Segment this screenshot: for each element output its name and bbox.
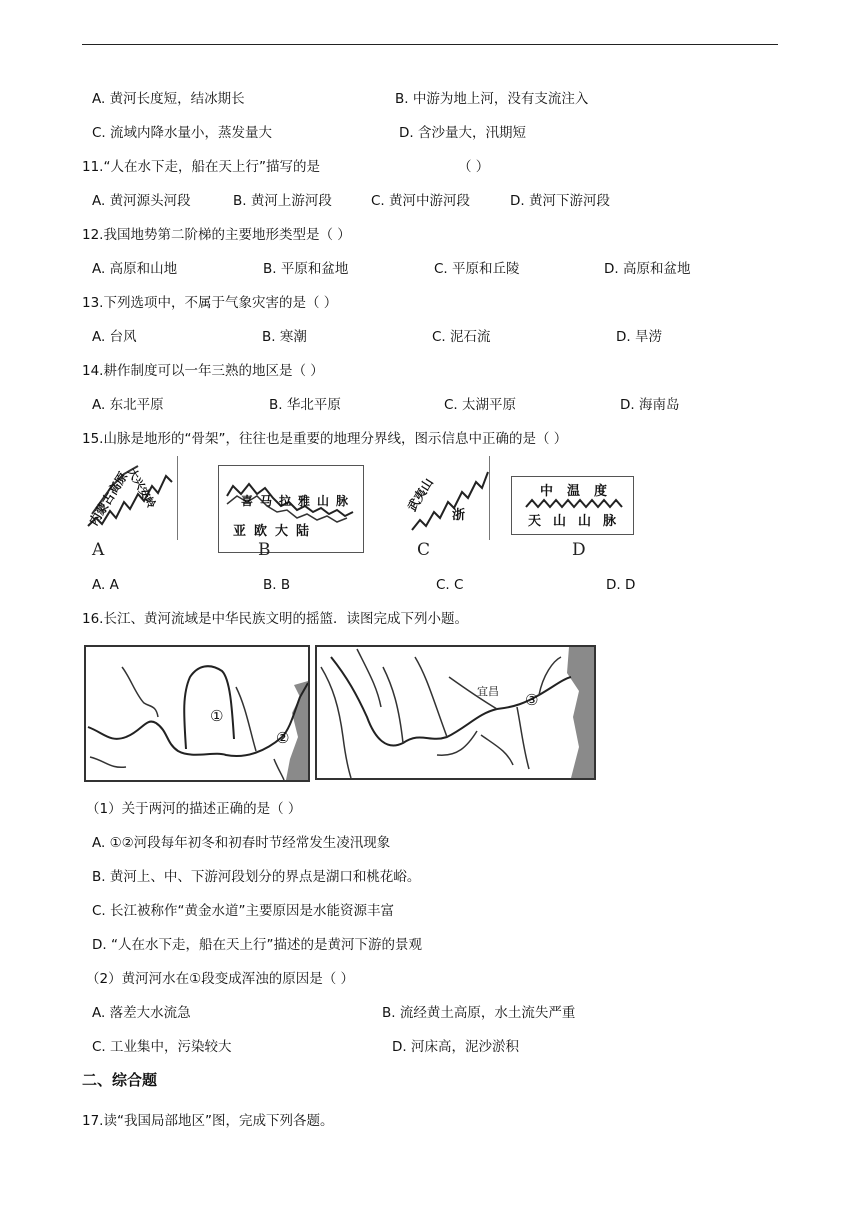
yangtze-river-map-lines <box>317 647 594 778</box>
map-marker-2: ② <box>276 729 290 747</box>
q15-option-d[interactable]: D. D <box>606 577 636 593</box>
q15-figure-label-c: C <box>417 540 431 560</box>
q12-option-a[interactable]: A. 高原和山地 <box>92 261 178 277</box>
q15-c-text-0: 武夷山 <box>404 475 436 514</box>
q12-option-d[interactable]: D. 高原和盆地 <box>604 261 691 277</box>
mountain-range-b-icon <box>219 466 363 552</box>
q10-option-a[interactable]: A. 黄河长度短，结冰期长 <box>92 91 245 107</box>
q16-sub1-stem: （1）关于两河的描述正确的是（ ） <box>86 801 302 817</box>
q16-sub2-option-b[interactable]: B. 流经黄土高原，水土流失严重 <box>382 1005 576 1021</box>
q15-figure-b <box>218 465 364 553</box>
q16-sub2-option-a[interactable]: A. 落差大水流急 <box>92 1005 191 1021</box>
q16-sub1-option-c[interactable]: C. 长江被称作“黄金水道”主要原因是水能资源丰富 <box>92 903 394 919</box>
q16-sub1-option-a[interactable]: A. ①②河段每年初冬和初春时节经常发生凌汛现象 <box>92 835 391 851</box>
q16-sub2-option-d[interactable]: D. 河床高，泥沙淤积 <box>392 1039 519 1055</box>
mountain-range-d-icon <box>512 497 633 511</box>
q11-option-c[interactable]: C. 黄河中游河段 <box>371 193 471 209</box>
q15-figure-c <box>402 456 492 540</box>
q17-stem: 17.读“我国局部地区”图，完成下列各题。 <box>82 1113 334 1129</box>
header-rule <box>82 44 778 45</box>
section-2-heading: 二、综合题 <box>82 1071 158 1089</box>
q13-option-b[interactable]: B. 寒潮 <box>262 329 307 345</box>
map-marker-1: ① <box>210 707 224 725</box>
q15-figure-label-b: B <box>258 540 271 560</box>
q13-option-c[interactable]: C. 泥石流 <box>432 329 491 345</box>
q16-sub1-option-d[interactable]: D. “人在水下走，船在天上行”描述的是黄河下游的景观 <box>92 937 422 953</box>
q14-option-b[interactable]: B. 华北平原 <box>269 397 341 413</box>
q16-sub2-stem: （2）黄河河水在①段变成浑浊的原因是（ ） <box>86 971 354 987</box>
q15-d-text-0: 中温度 <box>540 484 622 499</box>
q15-figure-label-d: D <box>572 540 586 560</box>
q15-figure-label-a: A <box>92 540 105 560</box>
q15-c-text-1: 浙 <box>452 508 466 523</box>
q15-a-text-1: 内蒙古高原 <box>86 469 131 528</box>
q15-option-a[interactable]: A. A <box>92 577 119 593</box>
yellow-river-map <box>84 645 310 782</box>
q15-d-text-1: 天山山脉 <box>528 514 629 529</box>
q15-b-text-1: 亚欧大陆 <box>233 524 318 539</box>
map-marker-yichang: 宜昌 <box>477 685 499 698</box>
q10-option-b[interactable]: B. 中游为地上河，没有支流注入 <box>395 91 589 107</box>
q12-option-b[interactable]: B. 平原和盆地 <box>263 261 349 277</box>
q11-option-d[interactable]: D. 黄河下游河段 <box>510 193 610 209</box>
q15-a-text-0: 大兴安岭 <box>124 465 159 511</box>
q16-sub2-option-c[interactable]: C. 工业集中，污染较大 <box>92 1039 232 1055</box>
q15-figure-a <box>82 456 180 540</box>
q10-option-c[interactable]: C. 流域内降水量小，蒸发量大 <box>92 125 273 141</box>
q14-option-a[interactable]: A. 东北平原 <box>92 397 164 413</box>
q11-stem: 11.“人在水下走，船在天上行”描写的是 <box>82 159 320 175</box>
q15-figure-d <box>511 476 634 535</box>
q11-option-b[interactable]: B. 黄河上游河段 <box>233 193 332 209</box>
q13-stem: 13.下列选项中，不属于气象灾害的是（ ） <box>82 295 338 311</box>
q11-option-a[interactable]: A. 黄河源头河段 <box>92 193 191 209</box>
q16-sub1-option-b[interactable]: B. 黄河上、中、下游河段划分的界点是湖口和桃花峪。 <box>92 869 421 885</box>
q14-stem: 14.耕作制度可以一年三熟的地区是（ ） <box>82 363 324 379</box>
q11-answer-paren: （ ） <box>458 159 490 175</box>
q10-option-d[interactable]: D. 含沙量大，汛期短 <box>399 125 526 141</box>
q15-b-text-0: 喜马拉雅山脉 <box>241 494 356 508</box>
yangtze-river-map <box>315 645 596 780</box>
map-marker-3: ③ <box>525 691 539 709</box>
q13-option-a[interactable]: A. 台风 <box>92 329 137 345</box>
q12-stem: 12.我国地势第二阶梯的主要地形类型是（ ） <box>82 227 351 243</box>
q12-option-c[interactable]: C. 平原和丘陵 <box>434 261 520 277</box>
q13-option-d[interactable]: D. 旱涝 <box>616 329 662 345</box>
yellow-river-map-lines <box>86 647 308 780</box>
q15-option-b[interactable]: B. B <box>263 577 291 593</box>
q15-option-c[interactable]: C. C <box>436 577 464 593</box>
q16-stem: 16.长江、黄河流域是中华民族文明的摇篮．读图完成下列小题。 <box>82 611 468 627</box>
q14-option-d[interactable]: D. 海南岛 <box>620 397 680 413</box>
q14-option-c[interactable]: C. 太湖平原 <box>444 397 517 413</box>
q15-stem: 15.山脉是地形的“骨架”，往往也是重要的地理分界线，图示信息中正确的是（ ） <box>82 431 568 447</box>
